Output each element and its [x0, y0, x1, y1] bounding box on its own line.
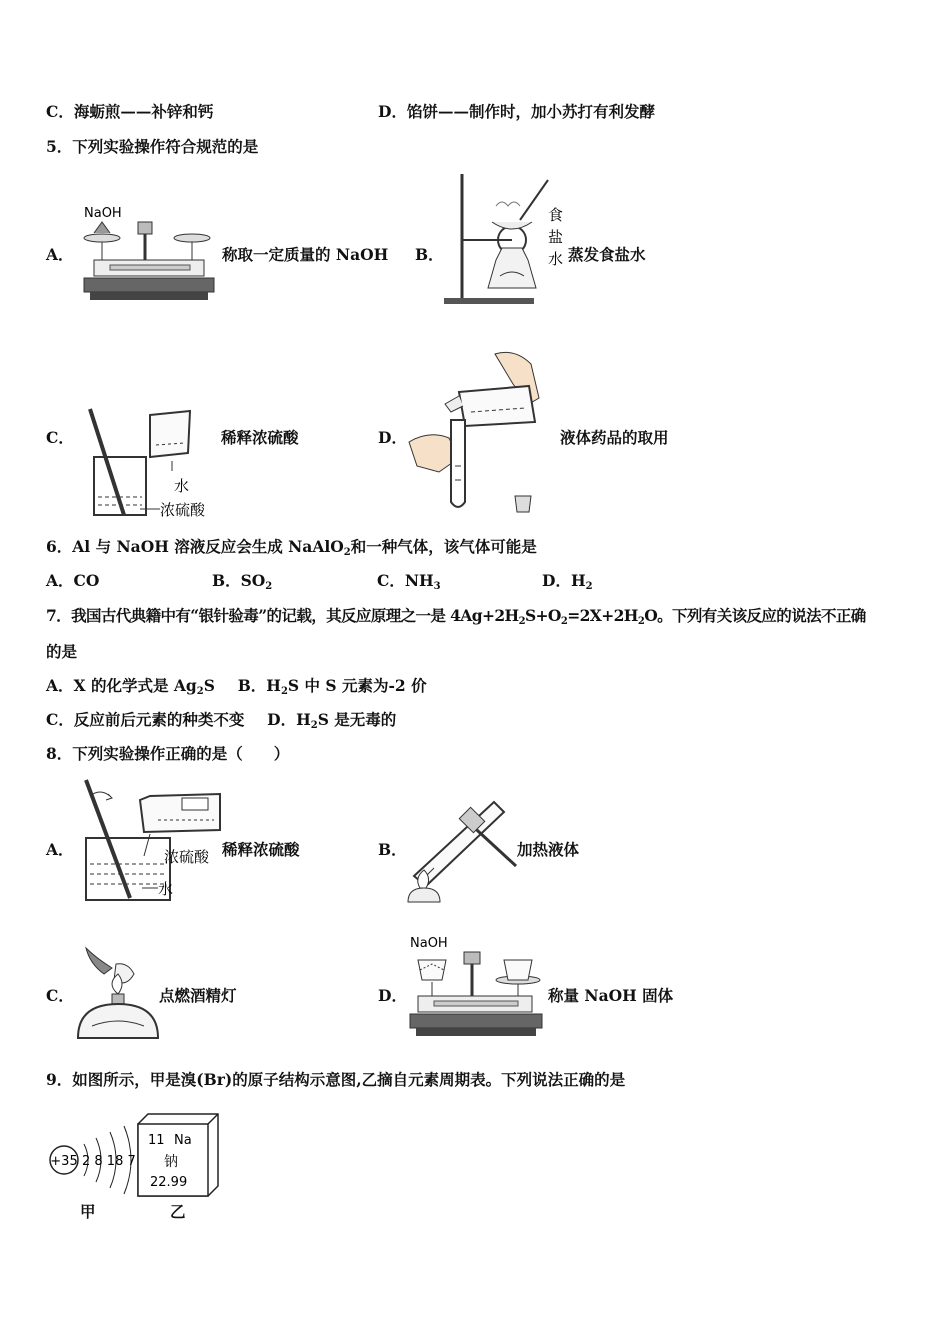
q5-option-b-caption: 蒸发食盐水: [568, 245, 646, 264]
q5-option-b-letter: B．: [415, 245, 444, 264]
fig-label-shui: 水: [548, 250, 564, 268]
q6-option-c: C．$NH_3$: [377, 571, 441, 592]
q5-option-c-letter: C．: [46, 428, 74, 447]
element-name: 钠: [164, 1154, 178, 1170]
q5-option-a-caption: 称取一定质量的 NaOH: [222, 245, 389, 264]
element-symbol: Na: [174, 1133, 192, 1148]
q4-option-c: C．海蛎煎——补锌和钙: [46, 102, 214, 121]
q5-option-d-caption: 液体药品的取用: [560, 428, 669, 447]
q7-stem-line1: 7．我国古代典籍中有“银针验毒”的记载，其反应原理之一是 $4Ag+2H_2S+O_2=2X+2H_2O$。下列有关该反应的说法不正确: [46, 606, 866, 627]
water-label: 水: [174, 477, 190, 495]
water-label-2: 水: [158, 880, 174, 898]
naoh-label-2: NaOH: [410, 936, 448, 951]
electron-shells: 2 8 18 7: [82, 1154, 136, 1169]
q6-option-a: A．CO: [46, 571, 100, 590]
fig-label-yan: 盐: [548, 228, 564, 246]
nucleus-charge: +35: [50, 1154, 78, 1169]
q5-option-a-letter: A．: [46, 245, 74, 264]
alcohol-lamp-figure: [72, 944, 162, 1044]
fig-label-shi: 食: [548, 206, 564, 224]
q4-option-d: D．馅饼——制作时，加小苏打有利发酵: [378, 102, 655, 121]
periodic-table-cell: [136, 1112, 220, 1198]
pouring-figure: [405, 346, 555, 516]
q6-option-d: D．$H_2$: [542, 571, 593, 592]
q7-stem-line2: 的是: [46, 642, 78, 661]
naoh-label: NaOH: [84, 206, 122, 221]
q8-option-b-letter: B．: [378, 840, 407, 859]
element-label: 乙: [170, 1202, 186, 1221]
dilution-figure-1: [80, 405, 220, 520]
balance-figure-2: [406, 930, 546, 1042]
q5-stem: 5．下列实验操作符合规范的是: [46, 137, 259, 156]
atomic-number: 11: [148, 1133, 165, 1148]
q5-option-c-caption: 稀释浓硫酸: [221, 428, 299, 447]
atomic-mass: 22.99: [150, 1175, 188, 1190]
q6-stem: 6．Al 与 NaOH 溶液反应会生成 NaAlO$_2$和一种气体，该气体可能是: [46, 537, 537, 558]
q6-option-b: B．$SO_2$: [212, 571, 273, 592]
bromine-atom-diagram: [44, 1120, 144, 1196]
q7-options-ab: A．X 的化学式是 $Ag_2S$ B．$H_2S$ 中 S 元素为-2 价: [46, 676, 427, 697]
q8-option-c-letter: C．: [46, 986, 74, 1005]
q8-option-b-caption: 加热液体: [517, 840, 580, 859]
q9-stem: 9．如图所示，甲是溴(Br)的原子结构示意图,乙摘自元素周期表。下列说法正确的是: [46, 1070, 626, 1089]
q8-option-d-letter: D．: [378, 986, 407, 1005]
dilution-figure-2: [74, 776, 224, 904]
balance-figure: [80, 200, 220, 310]
q8-option-a-caption: 稀释浓硫酸: [222, 840, 300, 859]
q7-options-cd: C．反应前后元素的种类不变 D．$H_2S$ 是无毒的: [46, 710, 397, 731]
q8-option-c-caption: 点燃酒精灯: [159, 986, 237, 1005]
acid-label-2: 浓硫酸: [164, 848, 210, 866]
evaporation-figure: [440, 170, 570, 310]
acid-label: 浓硫酸: [160, 501, 206, 519]
q8-option-d-caption: 称量 NaOH 固体: [548, 986, 674, 1005]
atom-label: 甲: [80, 1202, 96, 1221]
q8-option-a-letter: A．: [46, 840, 74, 859]
q8-stem: 8．下列实验操作正确的是（ ）: [46, 744, 290, 763]
heating-figure: [404, 796, 519, 906]
q5-option-d-letter: D．: [378, 428, 407, 447]
